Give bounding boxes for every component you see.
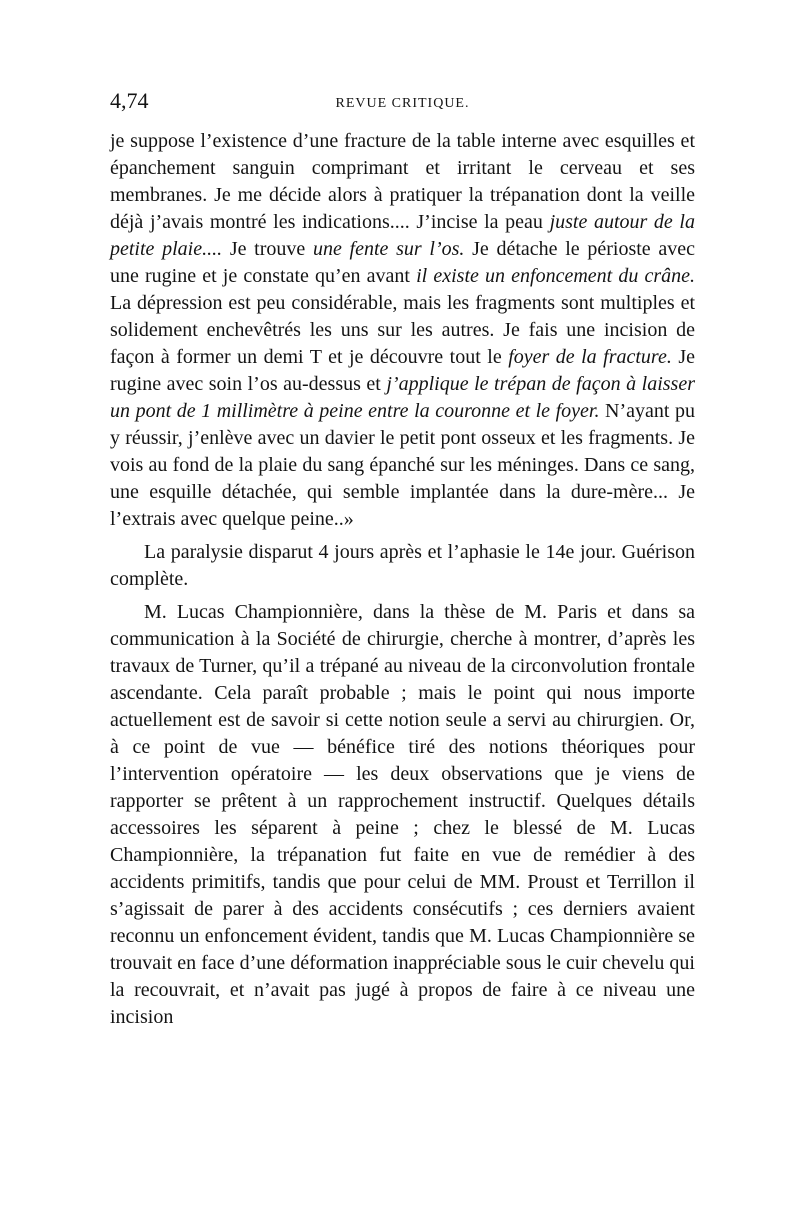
italic-run: il existe un enfoncement du crâne. [416,265,695,287]
text-run: je suppose l’existence d’une fracture de la table interne avec esquilles et épanchement sanguin comprimant et irritant le cerveau et ses membranes. Je me décide alors à pratiquer la trépanation dont la veille déjà j’avais montré les indications.... J’incise la peau [110,130,695,233]
text-run: Je trouve [222,238,313,260]
running-title: REVUE CRITIQUE. [335,96,470,111]
text-run: N’ayant pu y réussir, j’enlève avec un davier le petit pont osseux et les fragments. Je vois au fond de la plaie du sang épanché sur les méninges. Dans ce sang, une esquille détachée, qui semble implantée dans la dure-mère... Je l’extrais avec quelque peine..» [110,400,695,530]
text-run: M. Lucas Championnière, dans la thèse de M. Paris et dans sa communication à la Société de chirurgie, cherche à montrer, d’après les travaux de Turner, qu’il a trépané au niveau de la circonvolution frontale ascendante. Cela paraît probable ; mais le point qui nous importe actuellement est de savoir si cette notion seule a servi au chirurgien. Or, à ce point de vue — bénéfice tiré des notions théoriques pour l’intervention opératoire — les deux observations que je viens de rapporter se prêtent à un rapprochement instructif. Quelques détails accessoires les séparent à peine ; chez le blessé de M. Lucas Championnière, la trépanation fut faite en vue de remédier à des accidents primitifs, tandis que pour celui de MM. Proust et Terrillon il s’agissait de parer à des accidents consécutifs ; ces derniers avaient reconnu un enfoncement évident, tandis que M. Lucas Championnière se trouvait en face d’une déformation inappréciable sous le cuir chevelu qui la recouvrait, et n’avait pas jugé à propos de faire à ce niveau une incision [110,601,695,1028]
italic-run: juste autour de la petite plaie.... [110,211,695,260]
text-run: Je détache le périoste avec une rugine et je constate qu’en avant [110,238,696,287]
page-number: 4,74 [110,88,149,113]
outcome-paragraph [110,539,695,593]
text-run: La paralysie disparut 4 jours après et l’aphasie le 14e jour. Guérison complète. [110,541,695,590]
italic-run: foyer de la fracture. [508,346,672,368]
italic-run: j’applique le trépan de façon à laisser un pont de 1 millimètre à peine entre la couronne et le foyer. [110,373,695,422]
quoted-observation-paragraph [110,128,695,533]
book-page [110,88,695,1031]
text-run: Je rugine avec soin l’os au-dessus et [110,346,695,395]
text-run: La dépression est peu considérable, mais les fragments sont multiples et solidement enchevêtrés les uns sur les autres. Je fais une incision de façon à former un demi T et je découvre tout le [110,292,695,368]
body-text [110,128,695,1031]
commentary-paragraph [110,599,695,1031]
italic-run: une fente sur l’os. [312,238,465,260]
page-header [110,88,695,128]
